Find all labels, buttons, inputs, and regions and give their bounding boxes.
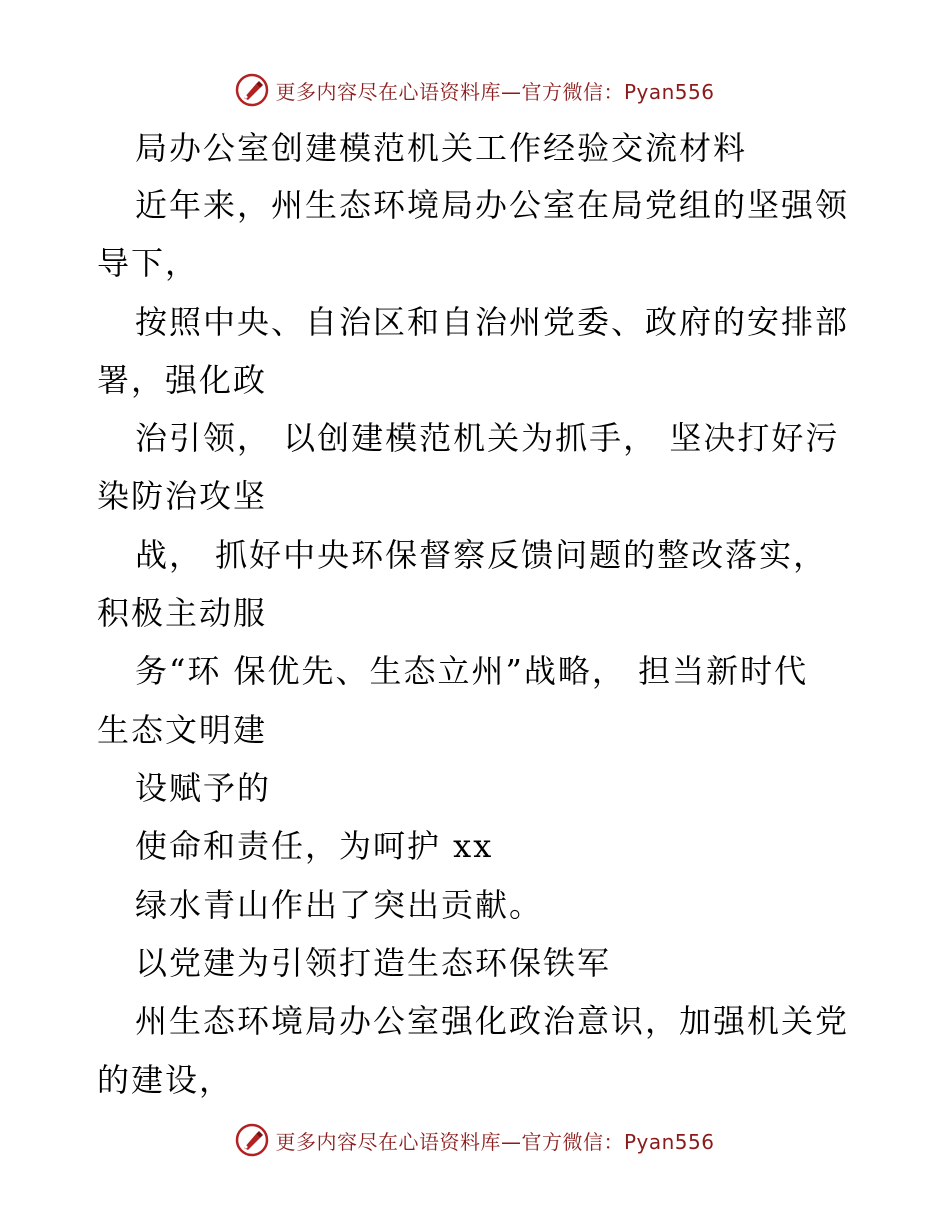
watermark-text: 更多内容尽在心语资料库—官方微信：Pyan556 [275, 1129, 715, 1154]
paragraph-line: 导下， [97, 244, 200, 282]
paragraph-line: 州生态环境局办公室强化政治意识，加强机关党 [135, 1002, 850, 1040]
paragraph-line: 战， 抓好中央环保督察反馈问题的整改落实， [135, 536, 828, 574]
paragraph-line: 绿水青山作出了突出贡献。 [135, 886, 544, 924]
section-heading: 以党建为引领打造生态环保铁军 [135, 944, 612, 982]
paragraph-line: 务“环 保优先、生态立州”战略， 担当新时代 [135, 652, 809, 690]
document-title: 局办公室创建模范机关工作经验交流材料 [135, 129, 748, 167]
paragraph-line: 的建设， [97, 1061, 234, 1099]
watermark-text: 更多内容尽在心语资料库—官方微信：Pyan556 [275, 79, 715, 104]
header-watermark [0, 70, 950, 110]
paragraph-line: 染防治攻坚 [97, 477, 268, 515]
paragraph-line: 生态文明建 [97, 711, 268, 749]
paragraph-line: 治引领， 以创建模范机关为抓手， 坚决打好污 [135, 419, 840, 457]
paragraph-line: 使命和责任，为呵护 xx [135, 827, 494, 865]
paragraph-line: 积极主动服 [97, 594, 268, 632]
footer-watermark [0, 1120, 950, 1160]
pen-logo-icon [235, 73, 269, 107]
paragraph-line: 近年来，州生态环境局办公室在局党组的坚强领 [135, 186, 850, 224]
paragraph-line: 署，强化政 [97, 361, 268, 399]
paragraph-line: 按照中央、自治区和自治州党委、政府的安排部 [135, 303, 850, 341]
paragraph-line: 设赋予的 [135, 769, 272, 807]
pen-logo-icon [235, 1123, 269, 1157]
